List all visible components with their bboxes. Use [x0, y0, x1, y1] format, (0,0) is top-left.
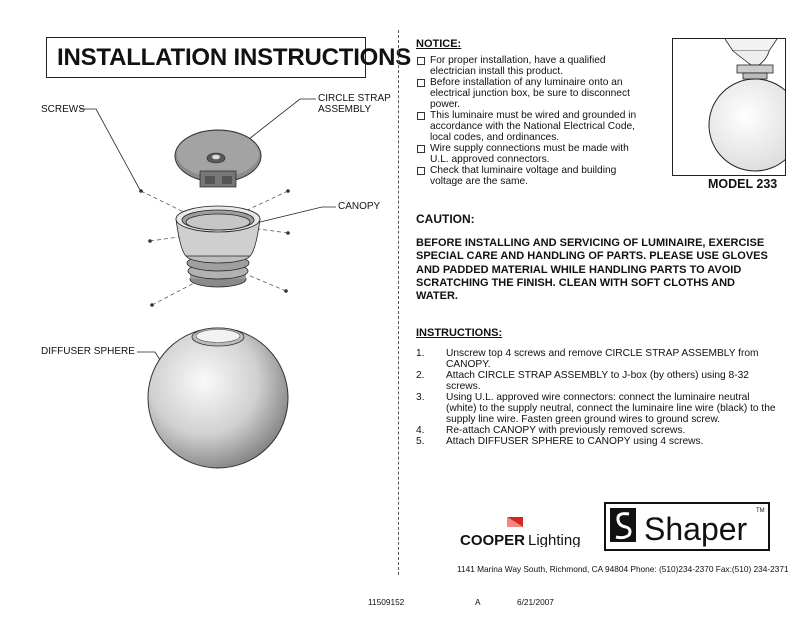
screws-leader — [80, 109, 140, 190]
revision-date: 6/21/2007 — [517, 597, 554, 607]
cooper-lighting-logo — [459, 515, 589, 547]
trademark-mark: TM — [756, 508, 765, 514]
caution-heading: CAUTION: — [416, 212, 475, 226]
checkbox-icon — [417, 112, 425, 120]
instruction-step: 5. Attach DIFFUSER SPHERE to CANOPY using 4 screws. — [416, 436, 704, 447]
canopy-label: CANOPY — [338, 201, 381, 212]
notice-item: Before installation of any luminaire onto an electrical junction box, be sure to disconnect power. — [404, 77, 644, 110]
exploded-diagram — [0, 0, 400, 480]
checkbox-icon — [417, 57, 425, 65]
notice-item: For proper installation, have a qualified electrician install this product. — [404, 55, 644, 77]
document-number: 11509152 — [368, 597, 405, 607]
screws-label: SCREWS — [41, 104, 85, 115]
notice-heading: NOTICE: — [416, 38, 462, 50]
circle-strap-assembly — [175, 130, 261, 187]
product-thumbnail — [672, 38, 786, 176]
shaper-wordmark: Shaper — [644, 511, 748, 547]
diffuser-sphere — [148, 328, 288, 468]
screw — [148, 239, 152, 243]
instruction-step: 1. Unscrew top 4 screws and remove CIRCLE STRAP ASSEMBLY from CANOPY. — [416, 348, 759, 370]
company-address: 1141 Marina Way South, Richmond, CA 94804 Phone: (510)234-2370 Fax:(510) 234-2371 — [457, 564, 789, 574]
diffuser-sphere-label: DIFFUSER SPHERE — [41, 346, 135, 357]
canopy-leader — [256, 207, 336, 223]
instructions-heading: INSTRUCTIONS: — [416, 327, 503, 339]
screw — [286, 189, 290, 193]
shaper-logo — [604, 502, 770, 551]
circle-strap-label-line1: CIRCLE STRAP — [318, 93, 391, 104]
screw — [284, 289, 288, 293]
checkbox-icon — [417, 79, 425, 87]
notice-item: Wire supply connections must be made with U.L. approved connectors. — [404, 143, 644, 165]
lighting-wordmark: Lighting — [528, 532, 581, 547]
checkbox-icon — [417, 167, 425, 175]
checkbox-icon — [417, 145, 425, 153]
screw — [150, 303, 154, 307]
instruction-step: 3. Using U.L. approved wire connectors: connect the luminaire neutral (white) to the supply neutral, connect the luminaire line wire (black) to the supply line wire. Fasten green ground wires to ground screw. — [416, 392, 776, 425]
notice-item: Check that luminaire voltage and building voltage are the same. — [404, 165, 644, 187]
caution-body: BEFORE INSTALLING AND SERVICING OF LUMINAIRE, EXERCISE SPECIAL CARE AND HANDLING OF PARTS. PLEASE USE GLOVES AND PADDED MATERIAL WHILE HANDLING PARTS TO AVOID SCRATCHING THE FINISH. CLEAN WITH SOFT CLOTHS AND WATER. — [416, 237, 768, 303]
page-title: INSTALLATION INSTRUCTIONS — [57, 44, 412, 71]
notice-list — [404, 55, 644, 187]
instruction-step: 4. Re-attach CANOPY with previously removed screws. — [416, 425, 686, 436]
column-divider — [398, 30, 400, 575]
instruction-step: 2. Attach CIRCLE STRAP ASSEMBLY to J-box (by others) using 8-32 screws. — [416, 370, 749, 392]
canopy — [176, 206, 260, 287]
revision: A — [475, 597, 481, 607]
circle-strap-label-line2: ASSEMBLY — [318, 104, 372, 115]
instructions-list — [416, 348, 781, 447]
model-number: MODEL 233 — [708, 177, 778, 191]
screw — [286, 231, 290, 235]
notice-item: This luminaire must be wired and grounded in accordance with the National Electrical Code, local codes, and ordinances. — [404, 110, 644, 143]
screw — [139, 189, 143, 193]
cooper-wordmark: COOPER — [460, 532, 526, 547]
